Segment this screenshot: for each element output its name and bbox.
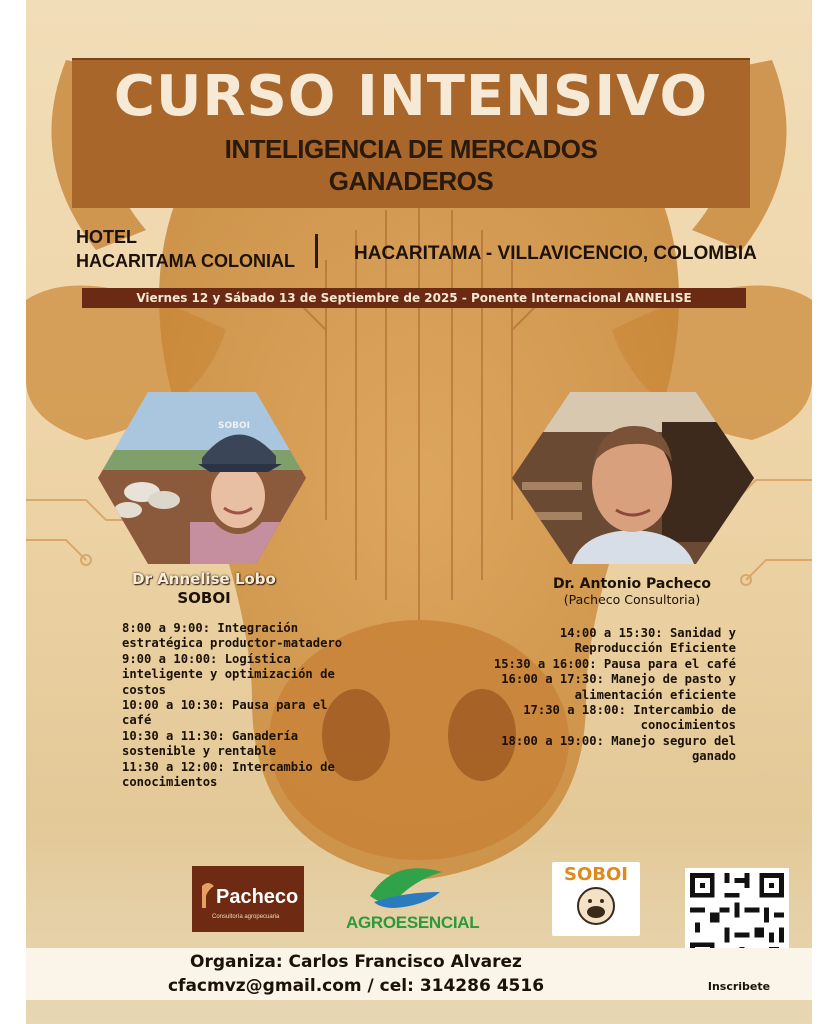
agroesencial-leaf-icon [364,862,446,910]
schedule-line: 14:00 a 15:30: Sanidad y [559,626,736,640]
speaker-name-antonio [532,576,732,607]
speaker-name-annelise [104,570,304,607]
pacheco-leaf-icon [200,880,216,910]
schedule-line: conocimientos [122,775,218,790]
venue-hotel-line1: HOTEL [76,227,137,247]
schedule-line: 11:30 a 12:00: Intercambio de [122,759,335,774]
schedule-line: café [122,713,152,728]
agroesencial-logo-text: AGROESENCIAL [346,913,480,932]
schedule-line: Reproducción Eficiente [574,641,736,656]
schedule-line: 16:00 a 17:30: Manejo de pasto y [501,672,736,687]
speaker-photo-annelise [98,392,306,564]
schedule-line: 10:00 a 10:30: Pausa para el [122,698,328,713]
schedule-antonio [476,626,736,765]
schedule-line: 9:00 a 10:00: Logística [122,651,291,666]
cow-face-icon [576,886,616,926]
venue-location: HACARITAMA - VILLAVICENCIO, COLOMBIA [354,243,757,264]
schedule-line: 8:00 a 9:00: Integración [122,621,299,635]
event-poster [26,0,812,1024]
pacheco-logo-text: Pacheco [216,886,299,908]
schedule-line: costos [122,682,167,697]
speaker-photo-antonio [512,392,754,564]
date-bar: Viernes 12 y Sábado 13 de Septiembre de 2025 - Ponente Internacional ANNELISE [82,288,746,308]
pacheco-logo-tagline: Consultoría agropecuaria [212,914,280,920]
contact-text[interactable]: cfacmvz@gmail.com / cel: 314286 4516 [167,976,545,996]
schedule-line: conocimientos [640,718,736,733]
speaker-name-text: Dr. Antonio Pacheco [552,576,712,592]
schedule-line: 10:30 a 11:30: Ganadería [122,728,299,743]
schedule-line: sostenible y rentable [122,744,277,759]
qr-label: Inscribete [707,980,771,993]
schedule-line: 18:00 a 19:00: Manejo seguro del [501,733,736,748]
schedule-line: 17:30 a 18:00: Intercambio de [523,703,736,718]
schedule-annelise [122,621,382,790]
schedule-line: estratégica productor-matadero [122,636,343,651]
title-banner [72,58,750,208]
course-subtitle-line2: GANADEROS [328,166,494,196]
cap-logo-text: SOBOI [218,421,250,431]
venue-hotel [76,225,295,273]
course-title: CURSO INTENSIVO [113,64,709,129]
speaker-affiliation: (Pacheco Consultoria) [563,592,701,607]
organizer-text: Organiza: Carlos Francisco Alvarez [190,952,522,972]
pacheco-logo [192,866,304,932]
schedule-line: ganado [691,749,736,764]
speaker-name-text: Dr Annelise Lobo [132,570,276,588]
venue-hotel-line2: HACARITAMA COLONIAL [76,251,295,271]
soboi-logo [552,862,640,936]
course-subtitle-line1: INTELIGENCIA DE MERCADOS [224,134,598,164]
speaker-affiliation: SOBOI [177,589,231,607]
schedule-line: alimentación eficiente [574,687,736,702]
schedule-line: 15:30 a 16:00: Pausa para el café [493,656,736,671]
venue-separator [315,234,318,268]
schedule-line: inteligente y optimización de [122,667,335,682]
soboi-logo-text: SOBOI [564,864,628,885]
